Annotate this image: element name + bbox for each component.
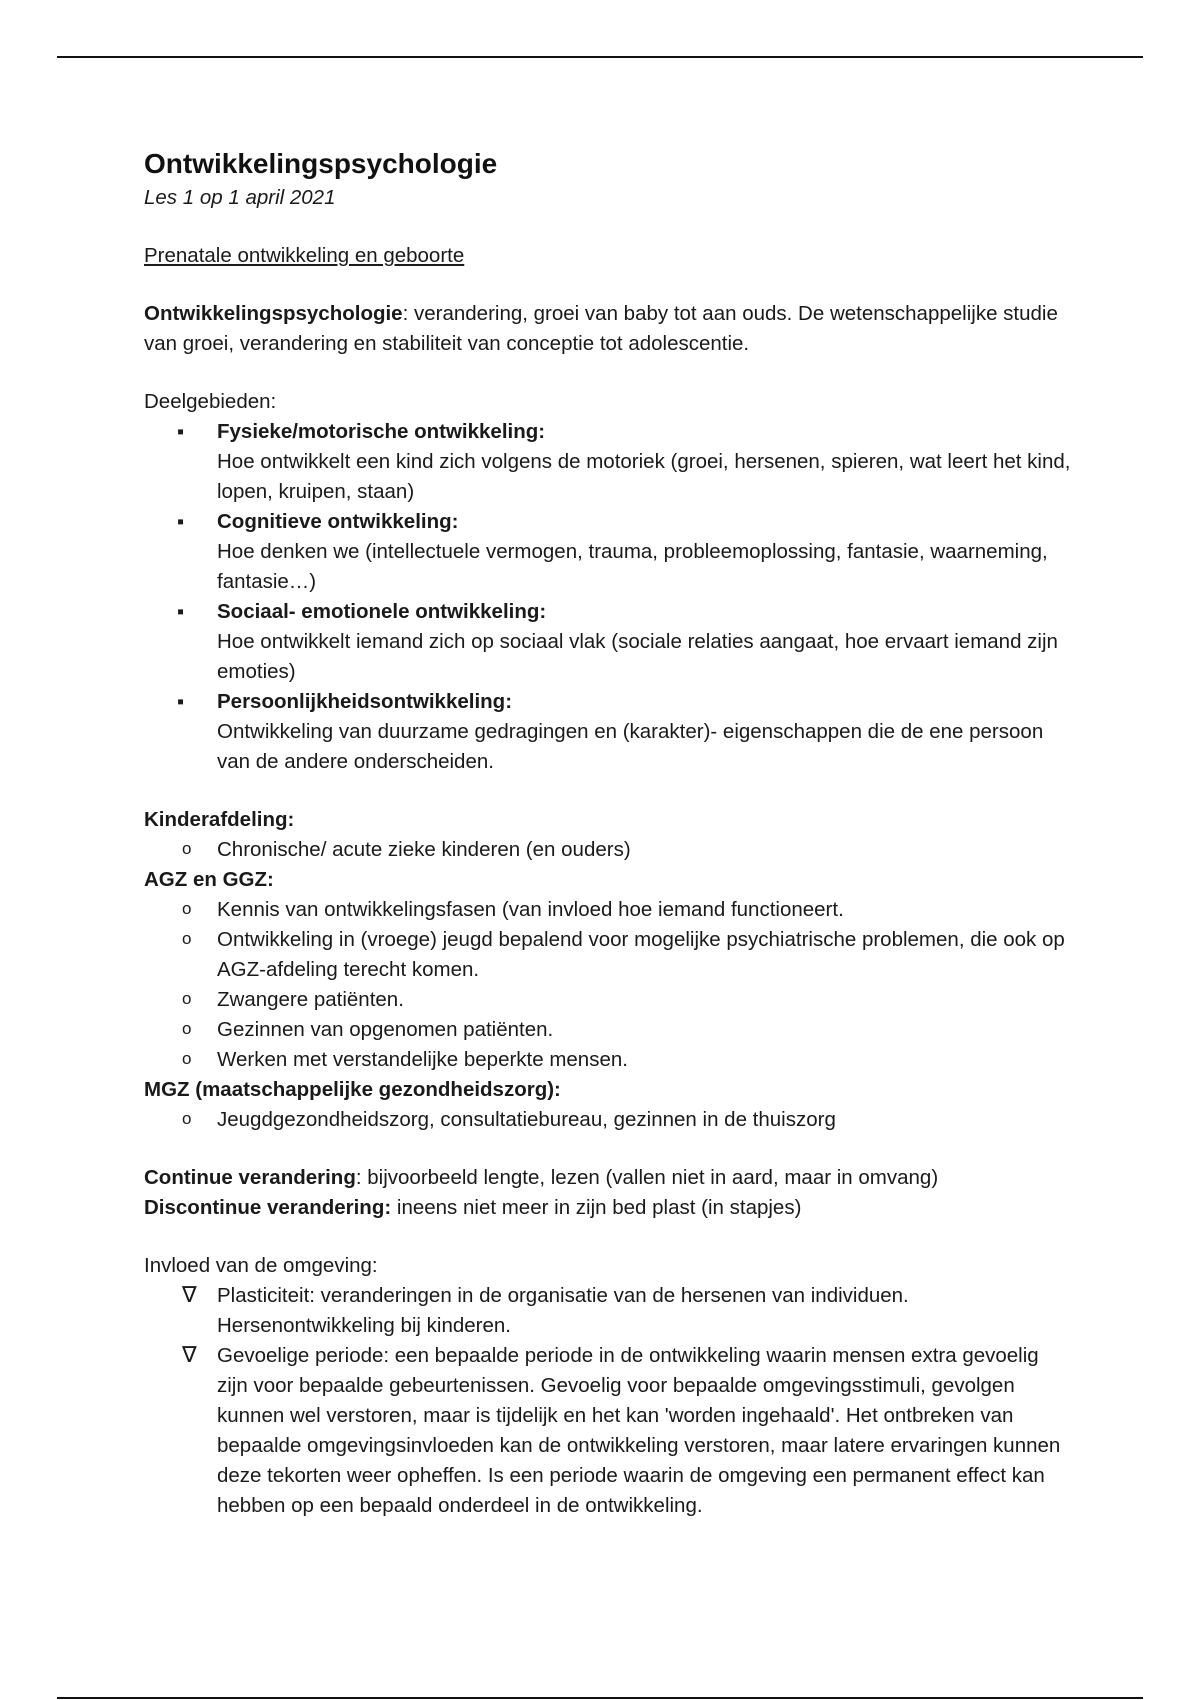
list-item bbox=[144, 507, 1074, 597]
mgz-heading: MGZ (maatschappelijke gezondheidszorg): bbox=[144, 1078, 561, 1101]
list-item: ∇ Gevoelige periode: een bepaalde periode in de ontwikkeling waarin mensen extra gevoelig zijn voor bepaalde gebeurtenissen. Gevoelig voor bepaalde omgevingsstimuli, gevolgen kunnen wel verstoren, maar is tijdelijk en het kan 'worden ingehaald'. Het ontbreken van bepaalde omgevingsinvloeden kan de ontwikkeling verstoren, maar latere ervaringen kunnen deze tekorten weer opheffen. Is een periode waarin de omgeving een permanent effect kan hebben op een bepaald onderdeel in de ontwikkeling. bbox=[144, 1341, 1074, 1521]
agz-list bbox=[144, 895, 1074, 1075]
continue-text: : bijvoorbeeld lengte, lezen (vallen niet in aard, maar in omvang) bbox=[355, 1166, 939, 1189]
agz-heading: AGZ en GGZ: bbox=[144, 868, 274, 891]
definition-paragraph bbox=[144, 299, 1074, 359]
mgz-label bbox=[144, 1075, 1074, 1105]
list-item: o Werken met verstandelijke beperkte mensen. bbox=[144, 1045, 1074, 1075]
item-text: Hoe ontwikkelt een kind zich volgens de motoriek (groei, hersenen, spieren, wat leert het kind, lopen, kruipen, staan) bbox=[217, 450, 1071, 503]
kinderafdeling-label bbox=[144, 805, 1074, 835]
list-item bbox=[144, 597, 1074, 687]
discontinue-term: Discontinue verandering: bbox=[144, 1196, 392, 1219]
header-rule bbox=[57, 56, 1143, 58]
agz-label bbox=[144, 865, 1074, 895]
list-item: o Kennis van ontwikkelingsfasen (van invloed hoe iemand functioneert. bbox=[144, 895, 1074, 925]
kinderafdeling-list bbox=[144, 835, 1074, 865]
discontinue-text: ineens niet meer in zijn bed plast (in stapjes) bbox=[391, 1196, 802, 1219]
lesson-date: Les 1 op 1 april 2021 bbox=[144, 186, 336, 209]
continue-paragraph bbox=[144, 1163, 1074, 1193]
list-item: o Zwangere patiënten. bbox=[144, 985, 1074, 1015]
definition-text: : verandering, groei van baby tot aan ouds. De wetenschappelijke studie van groei, verandering en stabiliteit van conceptie tot adolescentie. bbox=[144, 302, 1058, 355]
item-text: Ontwikkeling van duurzame gedragingen en (karakter)- eigenschappen die de ene persoon van de andere onderscheiden. bbox=[217, 720, 1044, 773]
item-text: Hoe ontwikkelt iemand zich op sociaal vlak (sociale relaties aangaat, hoe ervaart iemand zijn emoties) bbox=[217, 630, 1058, 683]
list-item: o Jeugdgezondheidszorg, consultatiebureau, gezinnen in de thuiszorg bbox=[144, 1105, 1074, 1135]
item-title: Cognitieve ontwikkeling: bbox=[217, 510, 459, 533]
mgz-list bbox=[144, 1105, 1074, 1135]
item-text: Hoe denken we (intellectuele vermogen, trauma, probleemoplossing, fantasie, waarneming, fantasie…) bbox=[217, 540, 1048, 593]
deelgebieden-label: Deelgebieden: bbox=[144, 390, 277, 413]
footer-rule bbox=[57, 1697, 1143, 1699]
continue-term: Continue verandering bbox=[144, 1166, 356, 1189]
document-page bbox=[144, 146, 1074, 1521]
definition-term: Ontwikkelingspsychologie bbox=[144, 302, 403, 325]
list-item: o Ontwikkeling in (vroege) jeugd bepalend voor mogelijke psychiatrische problemen, die ook op AGZ-afdeling terecht komen. bbox=[144, 925, 1074, 985]
item-title: Persoonlijkheidsontwikkeling: bbox=[217, 690, 513, 713]
deelgebieden-list bbox=[144, 417, 1074, 777]
section-title: Prenatale ontwikkeling en geboorte bbox=[144, 244, 465, 267]
list-item: o Chronische/ acute zieke kinderen (en ouders) bbox=[144, 835, 1074, 865]
list-item bbox=[144, 417, 1074, 507]
list-item bbox=[144, 687, 1074, 777]
list-item: o Gezinnen van opgenomen patiënten. bbox=[144, 1015, 1074, 1045]
list-item: ∇ Plasticiteit: veranderingen in de organisatie van de hersenen van individuen. Hersenontwikkeling bij kinderen. bbox=[144, 1281, 1074, 1341]
discontinue-paragraph bbox=[144, 1193, 1074, 1223]
item-title: Sociaal- emotionele ontwikkeling: bbox=[217, 600, 547, 623]
item-title: Fysieke/motorische ontwikkeling: bbox=[217, 420, 546, 443]
omgeving-list bbox=[144, 1281, 1074, 1521]
page-title: Ontwikkelingspsychologie bbox=[144, 148, 498, 179]
kinderafdeling-heading: Kinderafdeling: bbox=[144, 808, 295, 831]
omgeving-label: Invloed van de omgeving: bbox=[144, 1254, 378, 1277]
